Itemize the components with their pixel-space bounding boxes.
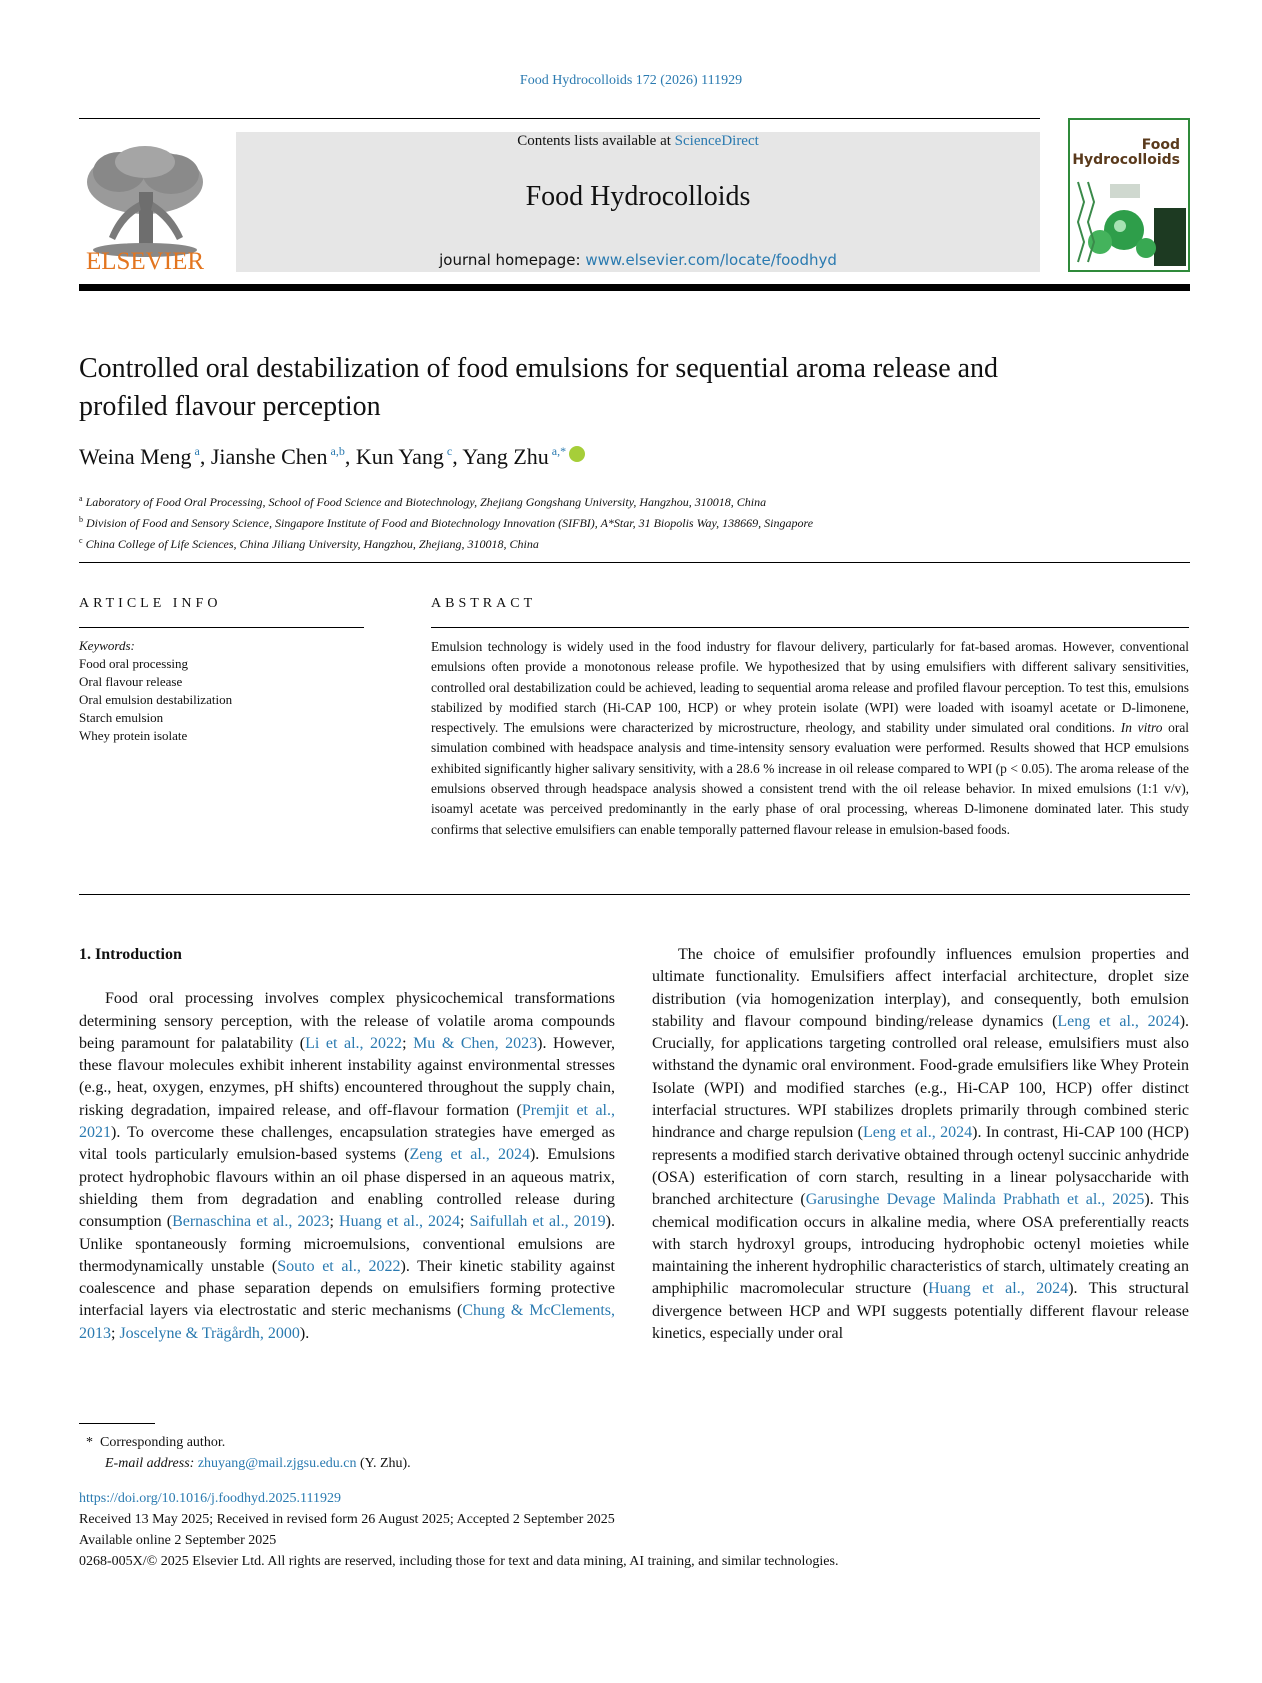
email-line [79, 1453, 411, 1474]
aff-mark[interactable]: a,b [330, 444, 345, 458]
body-text: The choice of emulsifier profoundly influences emulsion properties and ultimate functionality. Emulsifiers affect interfacial architecture, droplet size distribution (via homogenization interplay), and consequently, both emulsion stability and flavour compound binding/release dynamics ( [652, 946, 1189, 1030]
journal-citation[interactable]: Food Hydrocolloids 172 (2026) 111929 [519, 73, 743, 88]
affiliations-rule [79, 562, 1190, 563]
body-text: ; [111, 1324, 120, 1342]
intro-paragraph [652, 944, 1189, 1345]
keyword-item: Whey protein isolate [79, 728, 188, 743]
article-info-heading: ARTICLE INFO [79, 596, 222, 611]
citation-link[interactable]: Joscelyne & Trägårdh, 2000 [119, 1324, 300, 1342]
affiliation-text: China College of Life Sciences, China Jiliang University, Hangzhou, Zhejiang, 310018, China [85, 537, 539, 551]
article-history [79, 1488, 838, 1572]
body-text: ). Crucially, for applications targeting controlled oral release, emulsifiers must also withstand the dynamic oral environment. Food-grade emulsifiers like Whey Protein Isolate (WPI) and modified starches (e.g., Hi-CAP 100, HCP) offer distinct interfacial structures. WPI stabilizes droplets primarily through combined steric hindrance and charge repulsion ( [652, 1012, 1190, 1142]
affiliation-key: a [79, 494, 83, 503]
homepage-prefix: journal homepage: [439, 251, 586, 269]
author-affiliation-mark[interactable] [444, 444, 452, 458]
citation-link[interactable]: Saifullah et al., 2019 [469, 1213, 606, 1231]
author-affiliation-mark[interactable] [549, 444, 566, 458]
header-rule [79, 118, 1040, 119]
email-link[interactable]: zhuyang@mail.zjgsu.edu.cn [197, 1456, 357, 1471]
body-text: ; [402, 1034, 414, 1052]
body-text: ). [299, 1324, 310, 1342]
citation-link[interactable]: Zeng et al., 2024 [409, 1146, 530, 1164]
article-title: Controlled oral destabilization of food emulsions for sequential aroma release and profiled flavour perception [79, 353, 999, 422]
author-name[interactable]: Jianshe Chen [210, 444, 328, 469]
citation-link[interactable]: Huang et al., 2024 [339, 1213, 461, 1231]
citation-link[interactable]: Garusinghe Devage Malinda Prabhath et al., 2025 [805, 1191, 1145, 1209]
body-text: ). Their kinetic stability against coalescence and phase separation depends on emulsifiers forming protective interfacial layers via electrostatic and steric mechanisms ( [79, 1257, 615, 1320]
email-suffix: (Y. Zhu). [356, 1456, 411, 1471]
journal-homepage [236, 251, 1040, 269]
citation-link[interactable]: Leng et al., 2024 [862, 1124, 973, 1142]
affiliation-item [79, 490, 813, 511]
body-text: ; [460, 1213, 470, 1231]
body-text: ). However, these flavour molecules exhibit inherent instability against environmental stresses (e.g., heat, oxygen, enzymes, pH shifts) encountered throughout the supply chain, risking degradation, impaired release, and off-flavour formation ( [79, 1034, 616, 1119]
body-text: ). This structural divergence between HCP and WPI suggests potentially different flavour release kinetics, especially under oral [652, 1280, 1190, 1343]
keywords-label: Keywords: [79, 638, 135, 653]
citation-link[interactable]: Premjit et al., 2021 [79, 1101, 615, 1142]
abstract-rule [431, 627, 1189, 628]
aff-mark[interactable]: a [194, 444, 200, 458]
keyword-item: Starch emulsion [79, 710, 164, 725]
citation-link[interactable]: Chung & McClements, 2013 [79, 1302, 615, 1342]
available-online: Available online 2 September 2025 [79, 1533, 277, 1548]
abstract-text [431, 637, 1189, 840]
contents-prefix: Contents lists available at [517, 133, 675, 149]
aff-mark[interactable]: a,* [551, 444, 567, 458]
body-text: Food oral processing involves complex physicochemical transformations determining sensory perception, with the release of volatile aroma compounds being paramount for palatability ( [79, 990, 615, 1052]
email-label: E-mail address: [105, 1456, 195, 1471]
keyword-item: Food oral processing [79, 656, 189, 671]
affiliation-key: b [79, 515, 83, 524]
affiliation-item [79, 532, 813, 553]
journal-masthead [236, 132, 1040, 272]
author-affiliation-mark[interactable] [191, 444, 199, 458]
affiliation-text: Division of Food and Sensory Science, Singapore Institute of Food and Biotechnology Innovation (SIFBI), A*Star, 31 Biopolis Way, 138669, Singapore [86, 516, 814, 530]
affiliation-key: c [79, 536, 83, 545]
intro-right-column [652, 944, 1189, 1345]
author-affiliation-mark[interactable] [328, 444, 345, 458]
author-list: Weina Meng $^a$, Jianshe Chen $^{a,b}$, Kun Yang $^c$, Yang Zhu $^{a,*}$ [79, 444, 585, 470]
citation-link[interactable]: Souto et al., 2022 [277, 1257, 401, 1275]
section-heading-introduction: 1. Introduction [79, 946, 182, 963]
cover-title [1072, 138, 1180, 168]
doi-link[interactable]: https://doi.org/10.1016/j.foodhyd.2025.111929 [79, 1491, 341, 1506]
cover-title-line1: Food [1141, 137, 1180, 153]
footnote [79, 1432, 411, 1474]
author-name[interactable]: Yang Zhu [462, 444, 549, 469]
copyright-notice: 0268-005X/© 2025 Elsevier Ltd. All rights are reserved, including those for text and data mining, AI training, and similar technologies. [79, 1554, 839, 1569]
publisher-logo-text: ELSEVIER [85, 248, 205, 275]
abstract-heading: ABSTRACT [431, 596, 537, 611]
corresponding-author-note: * Corresponding author. [79, 1435, 226, 1450]
citation-link[interactable]: Mu & Chen, 2023 [413, 1034, 538, 1052]
journal-cover-thumbnail[interactable] [1068, 118, 1190, 272]
cover-title-line2: Hydrocolloids [1072, 152, 1180, 168]
body-text: ; [329, 1213, 340, 1231]
abstract-italic: In vitro [1120, 720, 1163, 736]
cover-art-icon [1070, 172, 1188, 270]
corresponding-text: Corresponding author. [100, 1435, 226, 1450]
author-name[interactable]: Kun Yang [355, 444, 444, 469]
abstract-bottom-rule [79, 894, 1190, 895]
body-text: ). To overcome these challenges, encapsulation strategies have emerged as vital tools particularly emulsion-based systems ( [79, 1124, 615, 1164]
citation-link[interactable]: Bernaschina et al., 2023 [172, 1213, 330, 1231]
orcid-icon[interactable] [569, 446, 585, 462]
aff-mark[interactable]: c [446, 444, 453, 458]
article-info-rule [79, 627, 364, 628]
intro-paragraph [79, 988, 615, 1345]
masthead-bottom-rule [79, 284, 1190, 291]
abstract-part: Emulsion technology is widely used in the food industry for flavour delivery, particularly for fat-based aromas. However, conventional emulsions often provide a monotonous release profile. We hypothesized that by using emulsifiers with different salivary sensitivities, controlled oral destabilization could be achieved, leading to sequential aroma release and profiled flavour perception. To test this, emulsions stabilized by modified starch (Hi-CAP 100, HCP) or whey protein isolate (WPI) were loaded with isoamyl acetate or D-limonene, respectively. The emulsions were characterized by microstructure, rheology, and stability under simulated oral conditions. [431, 639, 1189, 736]
contents-available [236, 133, 1040, 150]
keyword-item: Oral emulsion destabilization [79, 692, 233, 707]
body-text: ). Emulsions protect hydrophobic flavours within an oil phase dispersed in an aqueous matrix, shielding them from degradation and enabling controlled release during consumption ( [79, 1146, 616, 1231]
intro-left-column [79, 944, 615, 1345]
received-dates: Received 13 May 2025; Received in revised form 26 August 2025; Accepted 2 September 2025 [79, 1512, 615, 1527]
keyword-item: Oral flavour release [79, 674, 183, 689]
citation-link[interactable]: Leng et al., 2024 [1057, 1012, 1180, 1030]
abstract-part: oral simulation combined with headspace analysis and time-intensity sensory evaluation were performed. Results showed that HCP emulsions exhibited significantly higher salivary sensitivity, with a 28.6 % increase in oil release compared to WPI (p < 0.05). The aroma release of the emulsions observed through headspace analysis showed a consistent trend with the oil release behavior. In mixed emulsions (1:1 v/v), isoamyl acetate was perceived predominantly in the early phase of oral processing, whereas D-limonene dominated later. This study confirms that selective emulsifiers can enable temporally patterned flavour release in emulsion-based foods. [431, 720, 1189, 837]
sciencedirect-link[interactable]: ScienceDirect [674, 133, 759, 149]
body-text: ). Unlike spontaneously forming microemulsions, conventional emulsions are thermodynamically unstable ( [79, 1213, 615, 1275]
affiliations [79, 490, 813, 553]
citation-link[interactable]: Huang et al., 2024 [928, 1280, 1069, 1298]
author-name[interactable]: Weina Meng [79, 444, 192, 469]
citation-link[interactable]: Li et al., 2022 [305, 1034, 403, 1052]
journal-title: Food Hydrocolloids [525, 181, 751, 212]
body-text: ). In contrast, Hi-CAP 100 (HCP) represents a modified starch derivative obtained through octenyl succinic anhydride (OSA) esterification of corn starch, resulting in a linear polysaccharide with branched architecture ( [652, 1124, 1190, 1209]
footnote-rule [79, 1423, 155, 1424]
affiliation-text: Laboratory of Food Oral Processing, School of Food Science and Biotechnology, Zhejiang Gongshang University, Hangzhou, 310018, China [85, 495, 767, 509]
homepage-link[interactable]: www.elsevier.com/locate/foodhyd [585, 251, 837, 269]
affiliation-item [79, 511, 813, 532]
keywords-block [79, 637, 232, 745]
body-text: ). This chemical modification occurs in alkaline media, where OSA preferentially reacts with starch hydroxyl groups, introducing hydrophobic octenyl moieties while maintaining the inherent hydrophilic characteristics of starch, ultimately creating an amphiphilic macromolecular structure ( [652, 1191, 1190, 1298]
